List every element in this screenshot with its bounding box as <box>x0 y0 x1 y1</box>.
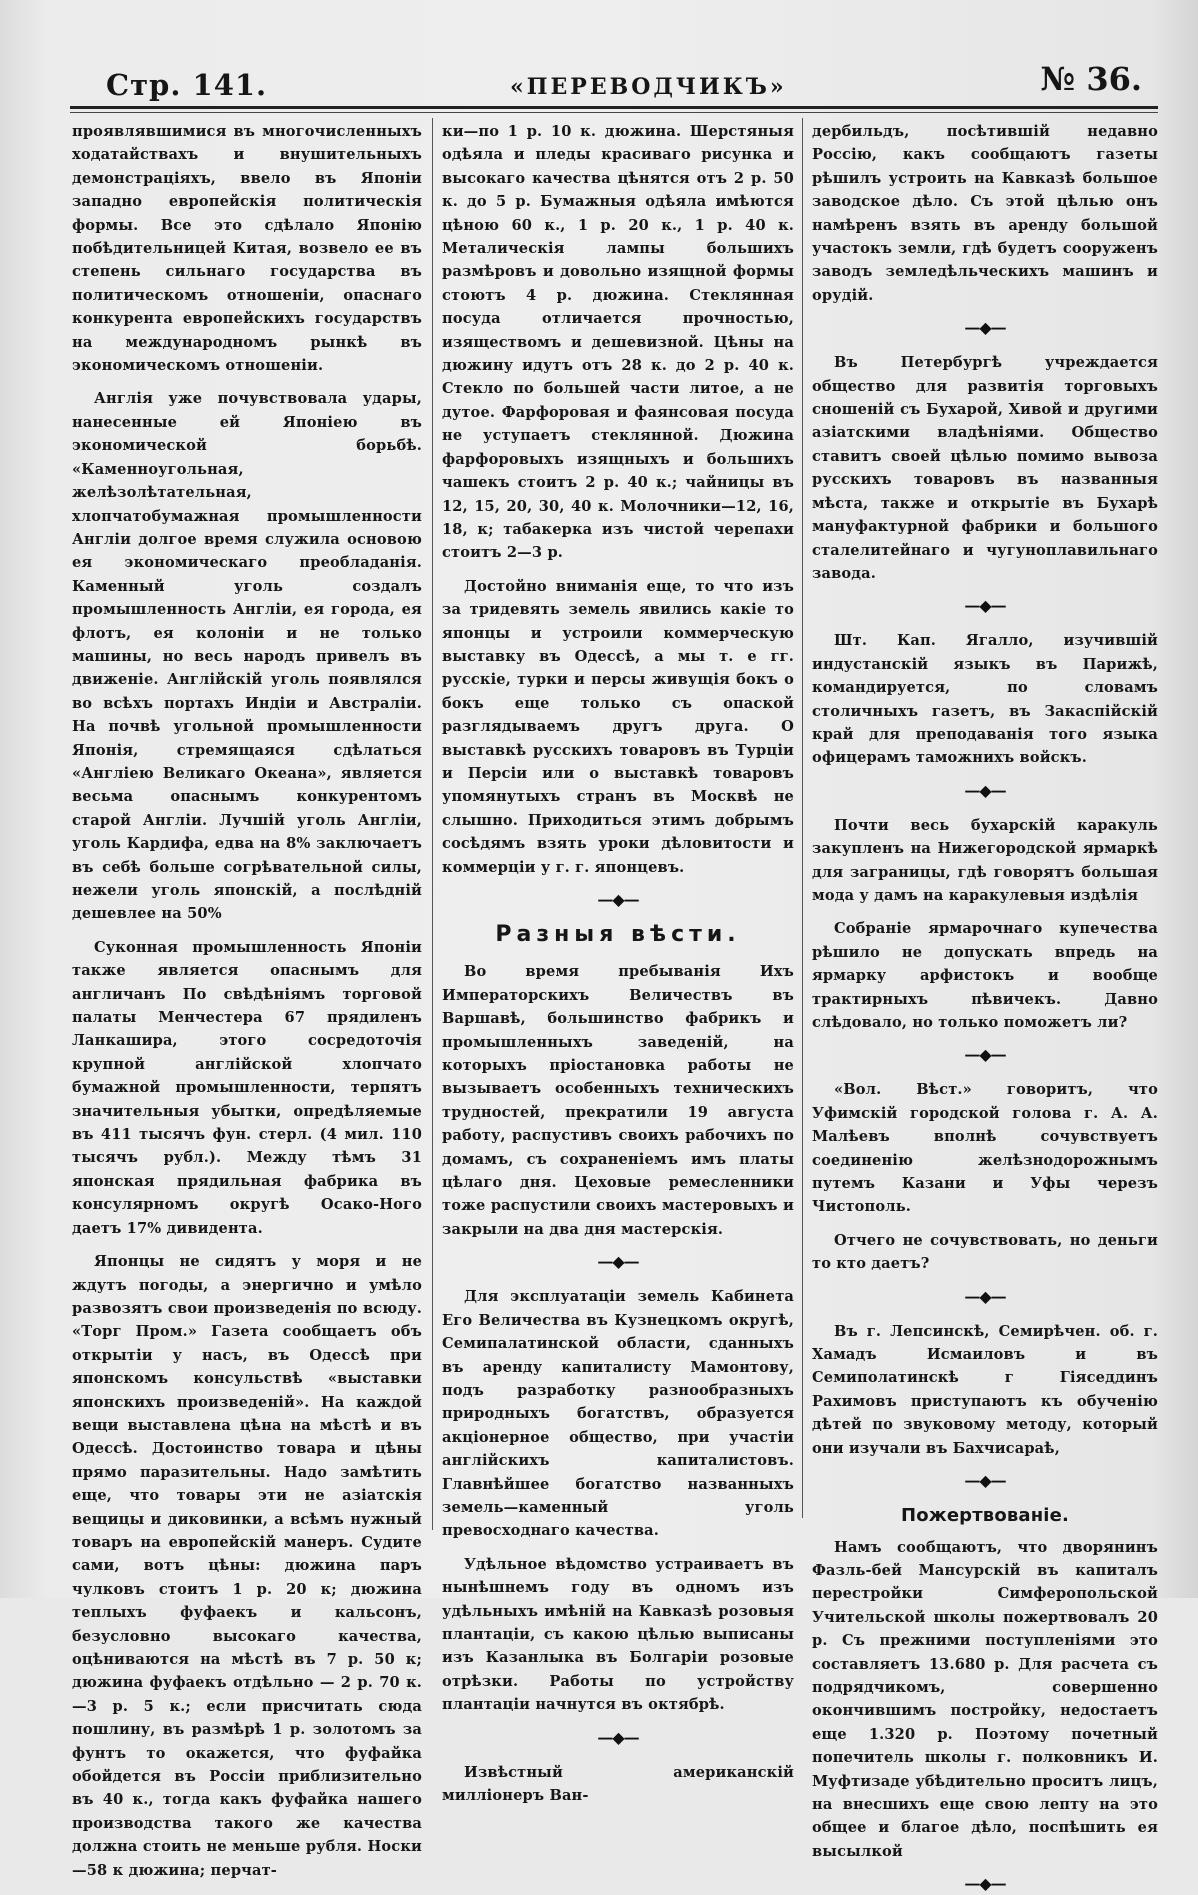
ornament-divider: —◆— <box>964 1874 1006 1894</box>
newspaper-title: «ПЕРЕВОДЧИКЪ» <box>510 74 787 100</box>
column-divider-left <box>432 118 433 1530</box>
news-item: Для эксплуатаціи земель Кабинета Его Величества въ Кузнецкомъ округѣ, Семипалатинской области, сданныхъ въ аренду капиталисту Мамонтову, подъ разработку разнообразныхъ природныхъ богатствъ, образуется акціонерное общество, при участіи англійскихъ капиталистовъ. Главнѣйшее богатство названныхъ земель—каменный уголь превосходнаго качества. <box>442 1288 794 1540</box>
column-divider-right <box>802 118 803 1518</box>
ornament-divider: —◆— <box>964 1286 1006 1306</box>
ornament-divider: —◆— <box>964 318 1006 338</box>
news-item: Отчего не сочувствовать, но деньги то кто даетъ? <box>812 1231 1158 1273</box>
news-item: Почти весь бухарскій каракуль закупленъ на Нижегородской ярмаркѣ для заграницы, гдѣ говорятъ большая мода у дамъ на каракулевыя издѣлія <box>812 816 1158 904</box>
article-paragraph: проявлявшимися въ многочисленныхъ ходатайствахъ и внушительныхъ демонстраціяхъ, ввело въ Японіи западно европейскія политическія формы. Все это сдѣлало Японію побѣдительницей Китая, возвело ее въ степень сильнаго государства въ политическомъ отношеніи, опаснаго конкурента европейскихъ государствъ на международномъ рынкѣ въ экономическомъ отношеніи. <box>72 123 422 375</box>
article-paragraph: ки—по 1 р. 10 к. дюжина. Шерстяныя одѣяла и пледы красиваго рисунка и высокаго качества цѣнятся отъ 2 р. 50 к. до 5 р. Бумажныя одѣяла имѣются цѣною 60 к., 1 р. 20 к., 1 р. 40 к. Металическія лампы большихъ размѣровъ и довольно изящной формы стоютъ 4 р. дюжина. Стеклянная посуда отличается прочностью, изяществомъ и дешевизной. Цѣны на дюжину идутъ отъ 28 к. до 2 р. 40 к. Стекло по большей части литое, а не дутое. Фарфоровая и фаянсовая посуда не уступаетъ стеклянной. Дюжина фарфоровыхъ изящныхъ и большихъ чашекъ стоитъ 2 р. 40 к.; чайницы въ 12, 15, 20, 30, 40 к. Молочники—12, 16, 18, к; табакерка изъ чистой черепахи стоитъ 2—3 р. <box>442 123 794 562</box>
ornament-divider: —◆— <box>597 1727 639 1747</box>
ornament-divider: —◆— <box>964 780 1006 800</box>
news-item: Удѣльное вѣдомство устраиваетъ въ нынѣшнемъ году въ одномъ изъ удѣльныхъ имѣній на Кавказѣ розовыя плантаціи, съ какою цѣлью выписаны изъ Казанлыка въ Болгаріи розовые отрѣзки. Работы по устройству плантаціи начнутся въ октябрѣ. <box>442 1555 794 1714</box>
ornament-divider: —◆— <box>964 596 1006 616</box>
page-header <box>70 58 1160 104</box>
news-item: Собраніе ярмарочнаго купечества рѣшило не допускать впредь на ярмарку арфистокъ и вообще трактирныхъ пѣвичекъ. Давно слѣдовало, но только поможетъ ли? <box>812 920 1158 1031</box>
ornament-divider: —◆— <box>964 1045 1006 1065</box>
ornament-divider: —◆— <box>597 890 639 909</box>
news-item: Въ г. Лепсинскѣ, Семирѣчен. об. г. Хамадъ Исмаиловъ и въ Семиполатинскѣ г Гіяседдинъ Рахимовъ приступаютъ къ обученію дѣтей по звуковому методу, который они изучали въ Бахчисараѣ, <box>812 1322 1158 1457</box>
section-title-news: Разныя вѣсти. <box>495 922 741 947</box>
news-item: Намъ сообщаютъ, что дворянинъ Фазль-бей Мансурскій въ капиталъ перестройки Симферопольской Учительской школы пожертвовалъ 20 р. Съ прежними поступленіями это составляетъ 13.680 р. Для расчета съ подрядчикомъ, совершенно окончившимъ постройку, недостаетъ еще 1.320 р. Поэтому почетный попечитель школы г. полковникъ И. Муфтизаде убѣдительно проситъ лицъ, на внесшихъ еще свою лепту на это общее и благое дѣло, поспѣшить ея высылкой <box>812 1538 1158 1860</box>
section-title-donation: Пожертвованіе. <box>901 1505 1069 1527</box>
page-number: Стр. 141. <box>106 68 268 102</box>
article-paragraph: Японцы не сидятъ у моря и не ждутъ погоды, а энергично и умѣло развозятъ свои произведенія по всюду. «Торг Пром.» Газета сообщаетъ объ открытіи у насъ, въ Одессѣ при японскомъ консульствѣ «выставки японскихъ произведеній». На каждой вещи выставлена цѣна на мѣстѣ и въ Одессѣ. Достоинство товара и цѣны прямо паразительны. Надо замѣтить еще, что товары эти не азіатскія вещицы и диковинки, а всѣмъ нужный товаръ на европейскій манеръ. Судите сами, вотъ цѣны: дюжина паръ чулковъ стоитъ 1 р. 20 к; дюжина теплыхъ фуфаекъ и кальсонъ, безусловно высокаго качества, оцѣниваются на мѣстѣ въ 7 р. 50 к; дюжина фуфаекъ отдѣльно — 2 р. 70 к.—3 р. 5 к.; если присчитать сюда пошлину, въ размѣрѣ 1 р. золотомъ за фунтъ то окажется, что фуфайка обойдется въ Россіи приблизительно въ 40 к., тогда какъ фуфайка нашего производства такого же качества должна стоить не меньше рубля. Носки—58 к дюжина; перчат- <box>72 1253 422 1879</box>
issue-number: № 36. <box>1040 60 1142 98</box>
news-item: Во время пребыванія Ихъ Императорскихъ Величествъ въ Варшавѣ, большинство фабрикъ и промышленныхъ заведеній, на которыхъ пріостановка работы не вызываетъ особенныхъ техническихъ трудностей, прекратили 19 августа работу, распустивъ своихъ рабочихъ по домамъ, съ сохраненіемъ имъ платы цѣлаго дня. Цеховые ремесленники тоже распустили своихъ мастеровыхъ и закрыли на два дня мастерскія. <box>442 963 794 1238</box>
news-item: «Вол. Вѣст.» говоритъ, что Уфимскій городской голова г. А. А. Малѣевъ вполнѣ сочувствуетъ соединенію желѣзнодорожнымъ путемъ Казани и Уфы черезъ Чистополь. <box>812 1081 1158 1216</box>
ornament-divider: —◆— <box>964 1471 1006 1491</box>
news-item: Извѣстный американскій милліонеръ Ван- <box>442 1763 794 1804</box>
news-item: Въ Петербургѣ учреждается общество для развитія торговыхъ сношеній съ Бухарой, Хивой и другими азіатскими владѣніями. Общество ставитъ своей цѣлью помимо вывоза русскихъ товаровъ въ названныя мѣста, также и открытіе въ Бухарѣ мануфактурной фабрики и большого сталелитейнаго и чугуноплавильнаго завода. <box>812 354 1158 582</box>
column-2 <box>442 120 794 1804</box>
column-3 <box>812 120 1158 1894</box>
article-paragraph: Англія уже почувствовала удары, нанесенные ей Японіею въ экономической борьбѣ. «Каменноугольная, желѣзолѣтательная, хлопчатобумажная промышленности Англіи долгое время служила основою ея экономическаго преобладанія. Каменный уголь создалъ промышленность Англіи, ея города, ея флотъ, ея колоніи и не только машины, но весь народъ привелъ въ движеніе. Англійскій уголь появлялся во всѣхъ портахъ Индіи и Австраліи. На почвѣ угольной промышленности Японія, стремящаяся сдѣлаться «Англіею Великаго Океана», является весьма опаснымъ конкурентомъ старой Англіи. Лучшій уголь Англіи, уголь Кардифа, едва на 8% заключаетъ въ себѣ больше согрѣвательной силы, нежели уголь японскій, а послѣдній дешевлее на 50% <box>72 390 422 923</box>
header-rule-thin <box>70 112 1158 113</box>
article-paragraph: Достойно вниманія еще, то что изъ за тридевять земель явились какіе то японцы и устроили коммерческую выставку въ Одессѣ, а мы т. е гг. русскіе, турки и персы живущія бокъ о бокъ еще только съ опаской разглядываемъ другъ друга. О выставкѣ русскихъ товаровъ въ Турціи и Персіи или о выставкѣ товаровъ упомянутыхъ странъ въ Москвѣ не слышно. Приходиться этимъ добрымъ сосѣдямъ взять уроки дѣловитости и коммерціи у г. г. японцевъ. <box>442 577 794 876</box>
news-item: дербильдъ, посѣтившій недавно Россію, какъ сообщаютъ газеты рѣшилъ устроить на Кавказѣ большое заводское дѣло. Съ этой цѣлью онъ намѣренъ взять въ аренду большой участокъ земли, гдѣ будетъ сооруженъ заводъ земледѣльческихъ машинъ и орудій. <box>812 123 1158 304</box>
header-rule <box>70 106 1158 109</box>
column-1 <box>72 120 422 1879</box>
news-item: Шт. Кап. Ягалло, изучившій индустанскій языкъ въ Парижѣ, командируется, по словамъ столичныхъ газетъ, въ Закаспійскій край для преподаванія того языка офицерамъ таможнихъ войскъ. <box>812 632 1158 767</box>
article-paragraph: Суконная промышленность Японіи также является опаснымъ для англичанъ По свѣдѣніямъ торговой палаты Менчестера 67 прядиленъ Ланкашира, этого сосредоточія крупной англійской хлопчато бумажной промышленности, терпятъ значительныя убытки, опредѣляемые въ 411 тысячъ фун. стерл. (4 мил. 110 тысячъ рубл.). Между тѣмъ 31 японская прядильная фабрика въ консулярномъ округѣ Осако-Ного даетъ 17% дивидента. <box>72 938 422 1237</box>
ornament-divider: —◆— <box>597 1252 639 1272</box>
